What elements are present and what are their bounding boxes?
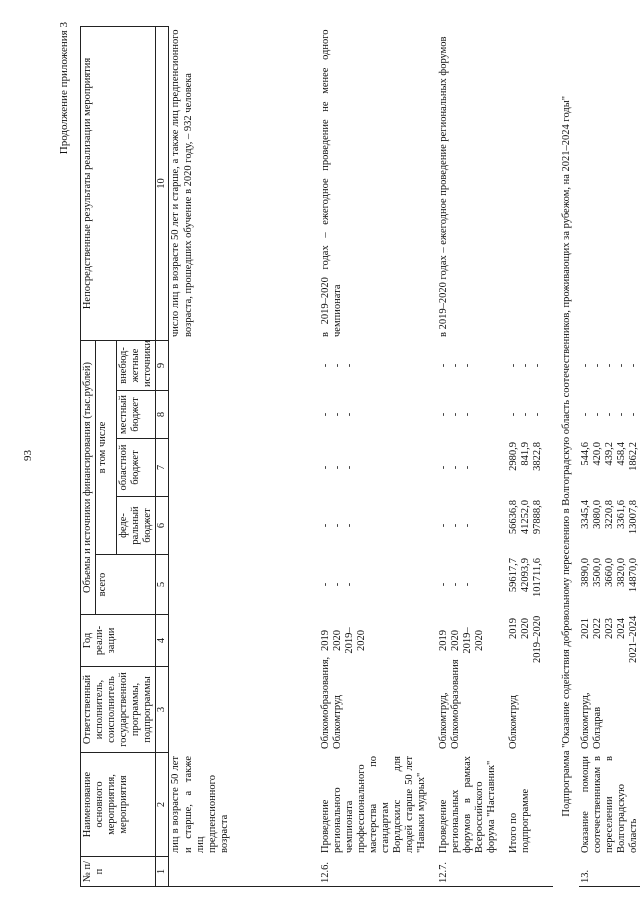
extra-cell: - — [519, 363, 531, 368]
total-cell: - — [343, 582, 355, 587]
obl-cell: 3822,8 — [531, 442, 543, 471]
col-loc-header: местный бюджет — [117, 391, 156, 439]
total-cell: - — [437, 582, 449, 587]
index-cell: 5 — [156, 555, 169, 615]
row-executor: Облкомтруд, Облкомобразования — [437, 659, 461, 749]
obl-cell: 439,2 — [604, 442, 615, 466]
index-cell: 2 — [156, 753, 169, 857]
row-number: 12.7. — [437, 857, 507, 887]
fed-cell: - — [461, 523, 473, 528]
loc-cell: - — [580, 412, 591, 417]
extra-cell: - — [331, 363, 343, 368]
col-year-header: Год реали-зации — [81, 615, 156, 667]
obl-cell: - — [449, 465, 461, 470]
col-exec-header: Ответственный исполнитель, соисполнитель государственной программы, подпрограммы — [81, 667, 156, 753]
extra-cell: - — [461, 363, 473, 368]
extra-cell: - — [507, 363, 519, 368]
total-cell: - — [449, 582, 461, 587]
total-cell: 42093,9 — [519, 558, 531, 593]
col-name-header: Наименование основного мероприятия, мероприятия — [81, 753, 156, 857]
row-name: Итого по подпрограмме — [507, 788, 531, 853]
col-no-header: № п/п — [81, 857, 156, 887]
year-cell: 2020 — [449, 630, 461, 651]
obl-cell: - — [343, 465, 355, 470]
extra-cell: - — [628, 363, 639, 368]
index-cell: 10 — [156, 26, 169, 340]
fed-cell: 3220,8 — [604, 500, 615, 529]
loc-cell: - — [519, 412, 531, 417]
page-number: 93 — [22, 450, 34, 461]
fed-cell: - — [331, 523, 343, 528]
loc-cell: - — [616, 412, 627, 417]
extra-cell: - — [319, 363, 331, 368]
total-cell: - — [319, 582, 331, 587]
year-cell: 2019 — [507, 618, 519, 639]
index-cell: 3 — [156, 667, 169, 753]
program-table — [80, 26, 640, 887]
year-cell: 2021–2024 — [628, 615, 639, 663]
loc-cell: - — [449, 412, 461, 417]
loc-cell: - — [319, 412, 331, 417]
total-cell: 3820,0 — [616, 558, 627, 587]
year-cell: 2019–2020 — [531, 615, 543, 663]
year-cell: 2024 — [616, 618, 627, 639]
fed-cell: 3345,4 — [580, 500, 591, 529]
loc-cell: - — [628, 412, 639, 417]
obl-cell: 458,4 — [616, 442, 627, 466]
row-executor: Облкомтруд, Облздрав — [580, 692, 604, 749]
total-cell: 3890,0 — [580, 558, 591, 587]
obl-cell: - — [461, 465, 473, 470]
fed-cell: 41252,0 — [519, 500, 531, 535]
obl-cell: - — [319, 465, 331, 470]
total-cell: 14870,0 — [628, 558, 639, 593]
loc-cell: - — [531, 412, 543, 417]
year-cell: 2022 — [592, 618, 603, 639]
col-fed-header: феде-ральный бюджет — [117, 497, 156, 555]
extra-cell: - — [437, 363, 449, 368]
row-number: 13. — [579, 857, 640, 887]
loc-cell: - — [331, 412, 343, 417]
row-name: Оказание помощи соотечественникам в переселении в Волгоградскую область — [580, 756, 640, 853]
loc-cell: - — [343, 412, 355, 417]
row-result: в 2019–2020 годах – ежегодное проведение региональных форумов — [437, 36, 449, 337]
total-cell: 101711,6 — [531, 558, 543, 597]
year-cell: 2019–2020 — [461, 627, 485, 654]
total-cell: 3500,0 — [592, 558, 603, 587]
cont-name-cell: лиц в возрасте 50 лет и старше, а также лиц предпенсионного возраста — [170, 756, 230, 853]
col-obl-header: областной бюджет — [117, 439, 156, 497]
fed-cell: - — [437, 523, 449, 528]
row-number: 12.6. — [319, 857, 437, 887]
subprogram-title: Подпрограмма "Оказание содействия добровольному переселению в Волгоградскую область соотечественников, проживающих за рубежом, на 2021–2024 годы" — [560, 95, 572, 817]
loc-cell: - — [461, 412, 473, 417]
obl-cell: 841,9 — [519, 442, 531, 466]
year-cell: 2020 — [331, 630, 343, 651]
extra-cell: - — [580, 363, 591, 368]
obl-cell: 2980,9 — [507, 442, 519, 471]
year-cell: 2019 — [319, 630, 331, 651]
total-cell: 3660,0 — [604, 558, 615, 587]
fed-cell: 56636,8 — [507, 500, 519, 535]
col-total-header: всего — [96, 555, 156, 615]
index-cell: 8 — [156, 391, 169, 439]
col-extra-header: внебюд-жетные источники — [117, 340, 156, 390]
extra-cell: - — [343, 363, 355, 368]
obl-cell: - — [331, 465, 343, 470]
obl-cell: 420,0 — [592, 442, 603, 466]
fed-cell: - — [343, 523, 355, 528]
index-cell: 9 — [156, 340, 169, 390]
col-finance-header: Объемы и источники финансирования (тыс.рублей) — [81, 340, 96, 614]
loc-cell: - — [507, 412, 519, 417]
cont-result-cell: число лиц в возрасте 50 лет и старше, а также лиц предпенсионного возраста, прошедших обучение в 2020 году, – 932 человека — [170, 29, 194, 337]
index-cell: 6 — [156, 497, 169, 555]
total-cell: 59617,7 — [507, 558, 519, 593]
row-name: Проведение региональных форумов в рамках Всероссийского форума "Наставник" — [437, 756, 498, 853]
continuation-note: Продолжение приложения 3 — [58, 22, 70, 155]
index-cell: 1 — [156, 857, 169, 887]
row-name: Проведение регионального чемпионата профессионального мастерства по стандартам Ворлдскилс для людей старше 50 лет "Навыки мудрых" — [319, 756, 428, 853]
year-cell: 2020 — [519, 618, 531, 639]
row-result: в 2019–2020 годах – ежегодное проведение не менее одного чемпионата — [319, 29, 343, 337]
obl-cell: - — [437, 465, 449, 470]
total-cell: - — [461, 582, 473, 587]
obl-cell: 1862,2 — [628, 442, 639, 471]
row-number — [507, 857, 553, 887]
row-executor: Облкомобразования, Облкомтруд — [319, 656, 343, 749]
fed-cell: - — [449, 523, 461, 528]
year-cell: 2019 — [437, 630, 449, 651]
index-cell: 7 — [156, 439, 169, 497]
loc-cell: - — [604, 412, 615, 417]
year-cell: 2023 — [604, 618, 615, 639]
loc-cell: - — [437, 412, 449, 417]
extra-cell: - — [592, 363, 603, 368]
fed-cell: - — [319, 523, 331, 528]
obl-cell: 544,6 — [580, 442, 591, 466]
fed-cell: 13007,8 — [628, 500, 639, 535]
extra-cell: - — [604, 363, 615, 368]
year-cell: 2019–2020 — [343, 627, 367, 654]
col-result-header: Непосредственные результаты реализации мероприятия — [81, 26, 156, 340]
extra-cell: - — [616, 363, 627, 368]
loc-cell: - — [592, 412, 603, 417]
fed-cell: 3080,0 — [592, 500, 603, 529]
index-cell: 4 — [156, 615, 169, 667]
total-cell: - — [331, 582, 343, 587]
extra-cell: - — [449, 363, 461, 368]
extra-cell: - — [531, 363, 543, 368]
fed-cell: 3361,6 — [616, 500, 627, 529]
fed-cell: 97888,8 — [531, 500, 543, 535]
row-executor: Облкомтруд — [507, 695, 519, 749]
col-incl-header: в том числе — [96, 340, 117, 554]
year-cell: 2021 — [580, 618, 591, 639]
